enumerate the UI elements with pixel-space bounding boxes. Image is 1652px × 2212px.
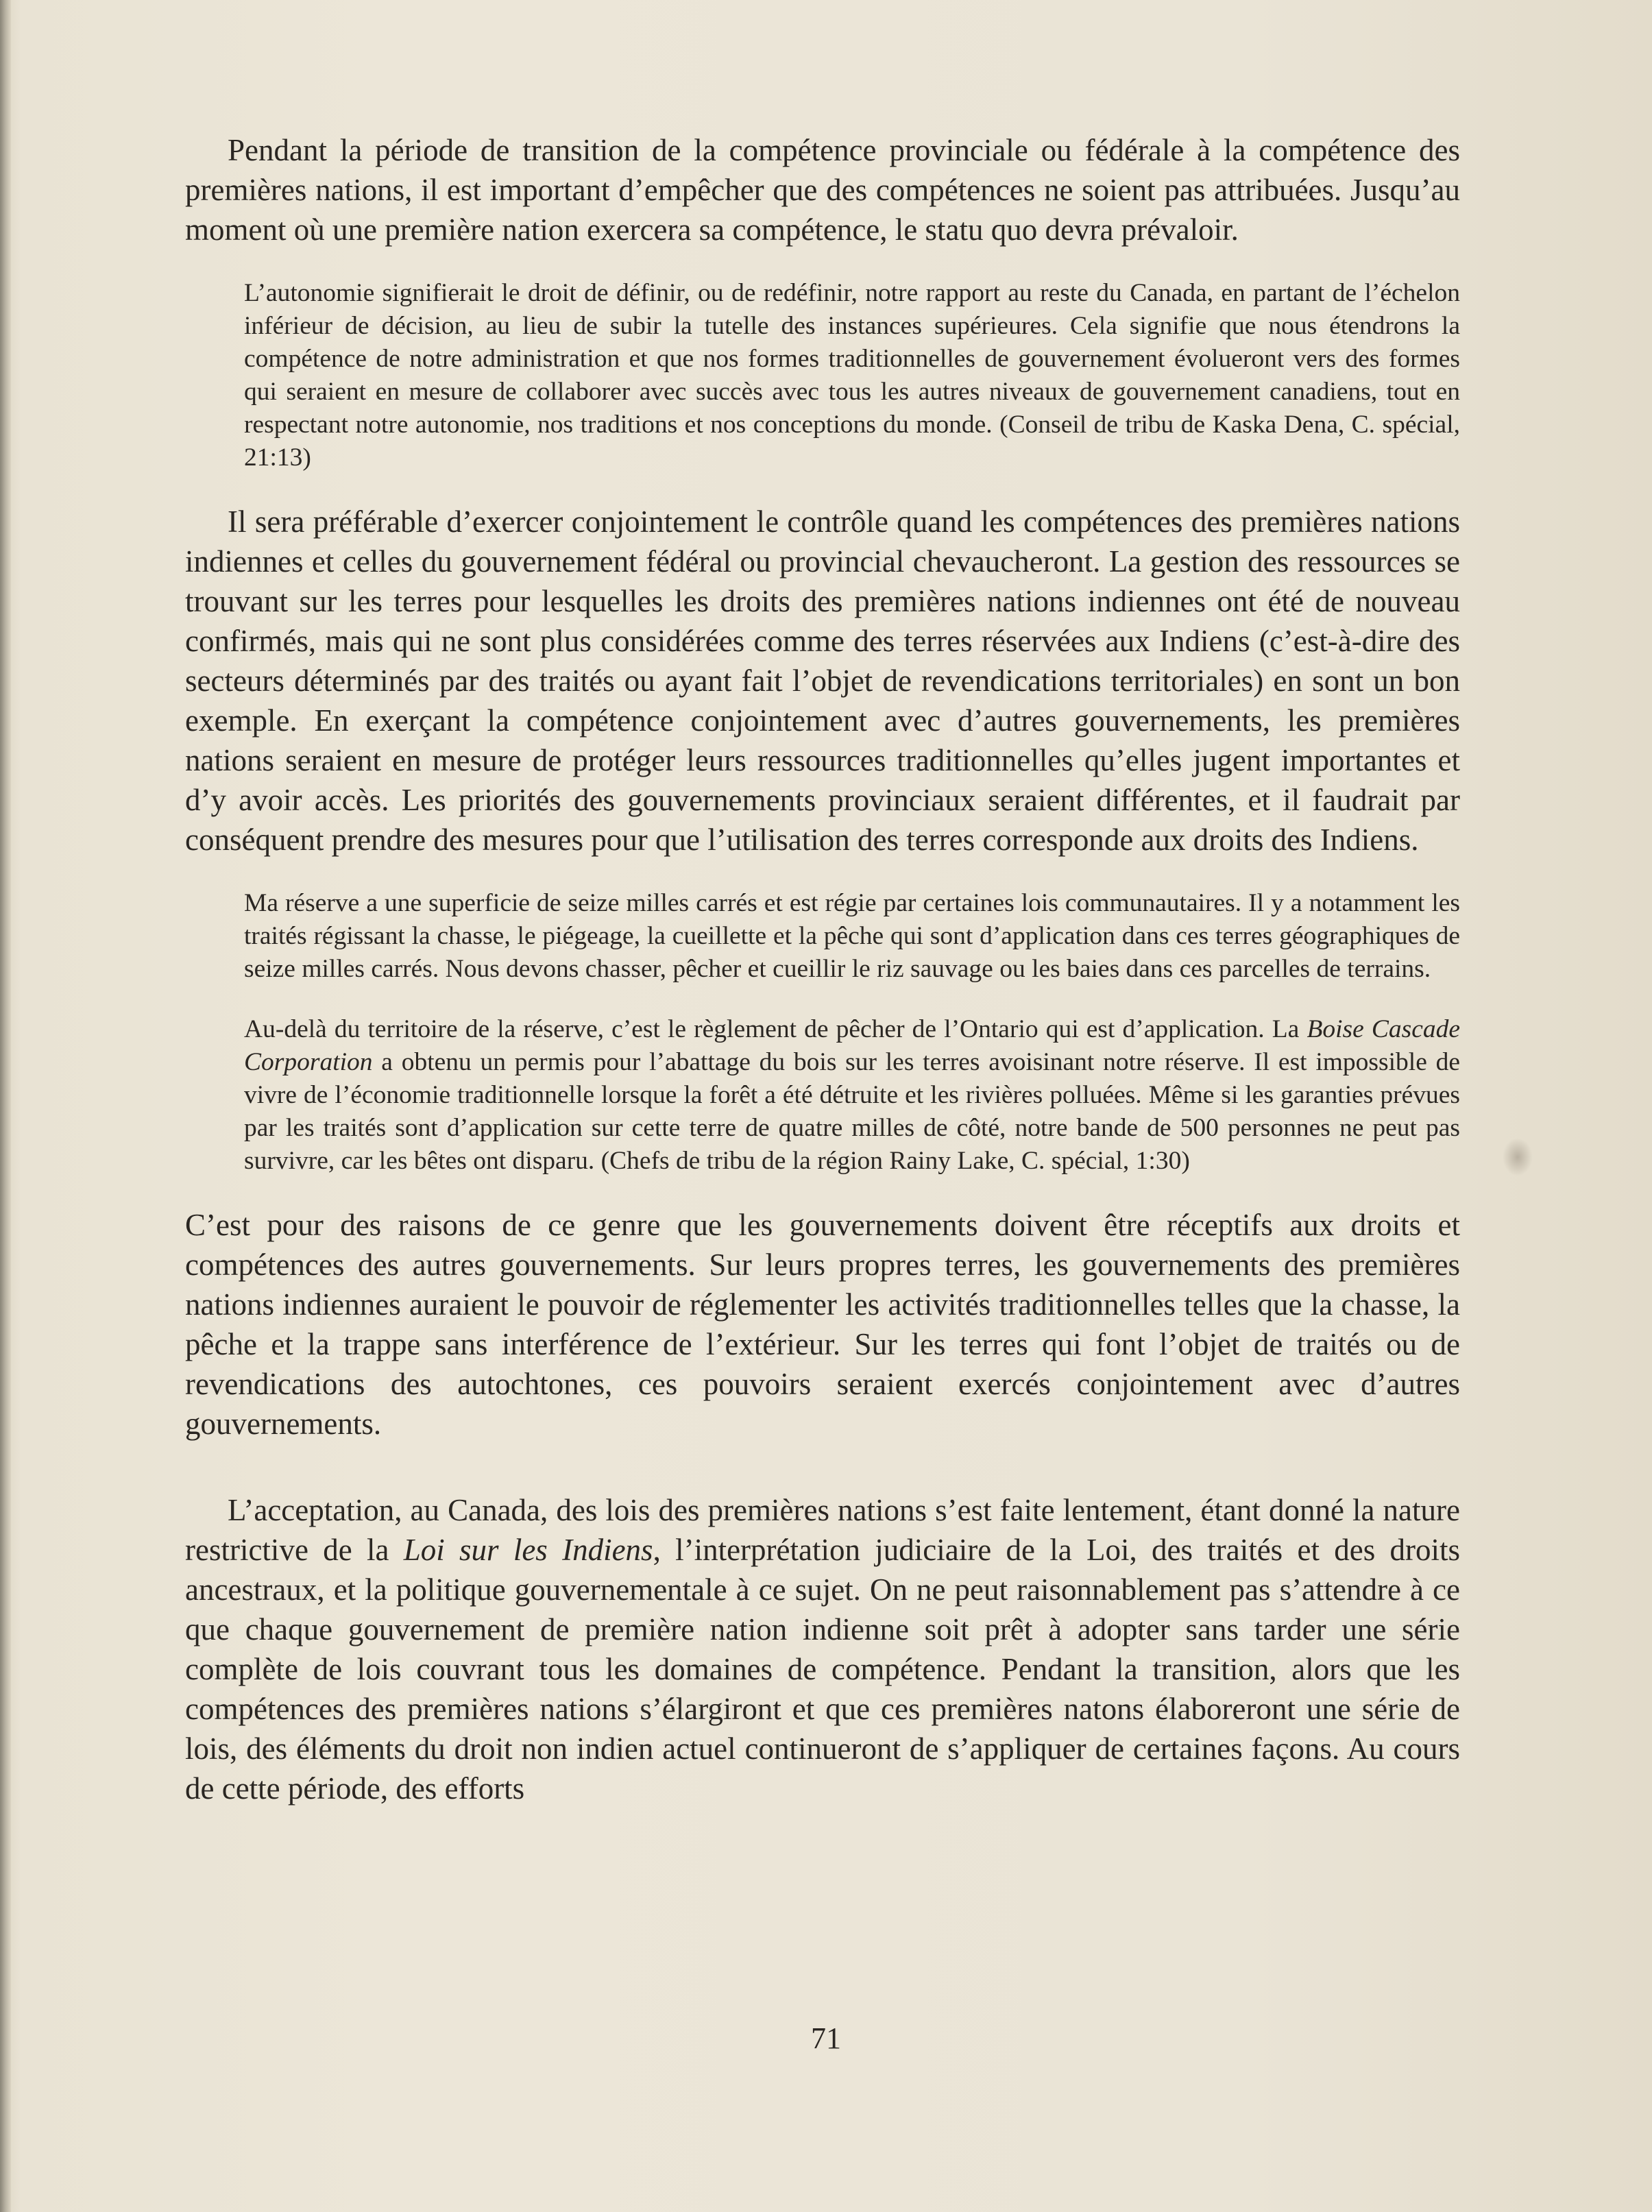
quote-reserve-size: Ma réserve a une superficie de seize milles carrés et est régie par certaines lois communautaires. Il y a notamment les traités régissant la chasse, le piégeage, la cueillette et la pêche qui sont d’application dans ces terres géographiques de seize milles carrés. Nous devons chasser, pêcher et cueillir le riz sauvage ou les baies dans ces parcelles de terrains. xyxy=(244,889,1460,983)
paragraph-receptive-governments: C’est pour des raisons de ce genre que les gouvernements doivent être réceptifs aux droits et compétences des autres gouvernements. Sur leurs propres terres, les gouvernements des premières nations indiennes auraient le pouvoir de réglementer les activités traditionnelles telles que la chasse, la pêche et la trappe sans interférence de l’extérieur. Sur les terres qui font l’objet de traités ou de revendications des autochtones, ces pouvoirs seraient exercés conjointement avec d’autres gouvernements. xyxy=(185,1208,1460,1441)
paragraph-transition: Pendant la période de transition de la compétence provinciale ou fédérale à la compétence des premières nations, il est important d’empêcher que des compétences ne soient pas attribuées. Jusqu’au moment où une première nation exercera sa compétence, le statu quo devra prévaloir. xyxy=(185,133,1460,247)
paragraph-acceptance-of-laws xyxy=(185,1490,1460,1808)
corporation-name: Boise Cascade Corporation xyxy=(244,1015,1460,1076)
indian-act-title: Loi sur les Indiens xyxy=(403,1533,653,1567)
paragraph-acceptance-part1: L’acceptation, au Canada, des lois des premières nations s’est faite lentement, étant donné la nature restrictive de la xyxy=(185,1493,1460,1567)
quote-rainy-lake-part2: a obtenu un permis pour l’abattage du bois sur les terres avoisinant notre réserve. Il est impossible de vivre de l’économie traditionnelle lorsque la forêt a été détruite et les rivières polluées. Même si les garanties prévues par les traités sont d’application sur cette terre de quatre milles de côté, notre bande de 500 personnes ne peut pas survivre, car les bêtes ont disparu. (Chefs de tribu de la région Rainy Lake, C. spécial, 1:30) xyxy=(244,1048,1460,1175)
page-number: 71 xyxy=(811,2021,841,2055)
quote-rainy-lake-part1: Au-delà du territoire de la réserve, c’est le règlement de pêcher de l’Ontario qui est d’application. La xyxy=(244,1015,1307,1043)
paragraph-joint-control: Il sera préférable d’exercer conjointement le contrôle quand les compétences des premières nations indiennes et celles du gouvernement fédéral ou provincial chevaucheront. La gestion des ressources se trouvant sur les terres pour lesquelles les droits des premières nations indiennes ont été de nouveau confirmés, mais qui ne sont plus considérées comme des terres réservées aux Indiens (c’est-à-dire des secteurs déterminés par des traités ou ayant fait l’objet de revendications territoriales) en sont un bon exemple. En exerçant la compétence conjointement avec d’autres gouvernements, les premières nations seraient en mesure de protéger leurs ressources traditionnelles qu’elles jugent importantes et d’y avoir accès. Les priorités des gouvernements provinciaux seraient différentes, et il faudrait par conséquent prendre des mesures pour que l’utilisation des terres corresponde aux droits des Indiens. xyxy=(185,505,1460,857)
quote-kaska-dena: L’autonomie signifierait le droit de définir, ou de redéfinir, notre rapport au reste du Canada, en partant de l’échelon inférieur de décision, au lieu de subir la tutelle des instances supérieures. Cela signifie que nous étendrons la compétence de notre administration et que nos formes traditionnelles de gouvernement évolueront vers des formes qui seraient en mesure de collaborer avec succès avec tous les autres niveaux de gouvernement canadiens, tout en respectant notre autonomie, nos traditions et nos conceptions du monde. (Conseil de tribu de Kaska Dena, C. spécial, 21:13) xyxy=(244,279,1460,472)
page-spine-shadow xyxy=(0,0,11,2212)
text-column xyxy=(185,130,1460,1808)
paragraph-acceptance-part2: , l’interprétation judiciaire de la Loi, des traités et des droits ancestraux, et la politique gouvernementale à ce sujet. On ne peut raisonnablement pas s’attendre à ce que chaque gouvernement de première nation indienne soit prêt à adopter sans tarder une série complète de lois couvrant tous les domaines de compétence. Pendant la transition, alors que les compétences des premières nations s’élargiront et que ces premières natons élaboreront une série de lois, des éléments du droit non indien actuel continueront de s’appliquer de certaines façons. Au cours de cette période, des efforts xyxy=(185,1533,1460,1806)
quote-rainy-lake xyxy=(244,1013,1460,1178)
scan-smudge xyxy=(1503,1138,1533,1176)
